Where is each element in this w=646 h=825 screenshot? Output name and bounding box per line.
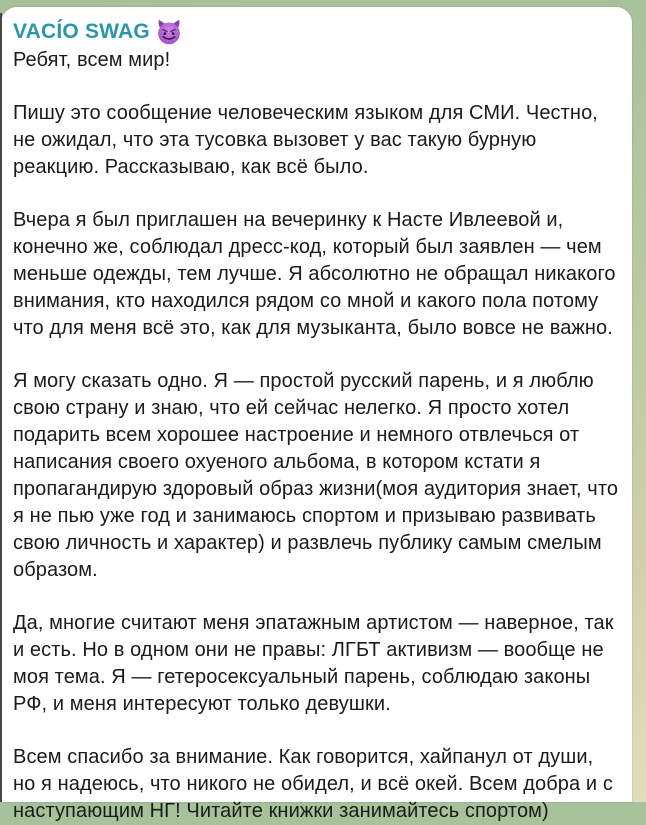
- message-body: [13, 47, 620, 825]
- message-paragraph: Ребят, всем мир!: [13, 49, 171, 71]
- message-paragraph: Пишу это сообщение человеческим языком для СМИ. Честно, не ожидал, что эта тусовка вызовет у вас такую бурную реакцию. Рассказываю, как всё было.: [13, 102, 598, 178]
- devil-emoji-icon: [156, 19, 182, 45]
- channel-name[interactable]: VACÍO SWAG: [13, 20, 150, 43]
- message-bubble: [1, 7, 632, 822]
- message-paragraph: Да, многие считают меня эпатажным артистом — наверное, так и есть. Но в одном они не правы: ЛГБТ активизм — вообще не моя тема. Я — гетеросексуальный парень, соблюдаю законы РФ, и меня интересуют только девушки.: [13, 612, 614, 715]
- message-paragraph: Вчера я был приглашен на вечеринку к Насте Ивлеевой и, конечно же, соблюдал дресс-код, который был заявлен — чем меньше одежды, тем лучше. Я абсолютно не обращал никакого внимания, кто находился рядом со мной и какого пола потому что для меня всё это, как для музыканта, было вовсе не важно.: [13, 209, 616, 339]
- message-paragraph: Всем спасибо за внимание. Как говорится, хайпанул от души, но я надеюсь, что никого не обидел, и всё окей. Всем добра и с наступающим НГ! Читайте книжки занимайтесь спортом): [13, 746, 613, 822]
- screen-edge-line: [0, 13, 2, 802]
- message-paragraph: Я могу сказать одно. Я — простой русский парень, и я люблю свою страну и знаю, что ей сейчас нелегко. Я просто хотел подарить всем хорошее настроение и немного отвлечься от написания своего охуеного альбома, в котором кстати я пропагандирую здоровый образ жизни(моя аудитория знает, что я не пью уже год и занимаюсь спортом и призываю развивать свою личность и характер) и развлечь публику самым смелым образом.: [13, 370, 619, 581]
- message-header: [13, 17, 620, 47]
